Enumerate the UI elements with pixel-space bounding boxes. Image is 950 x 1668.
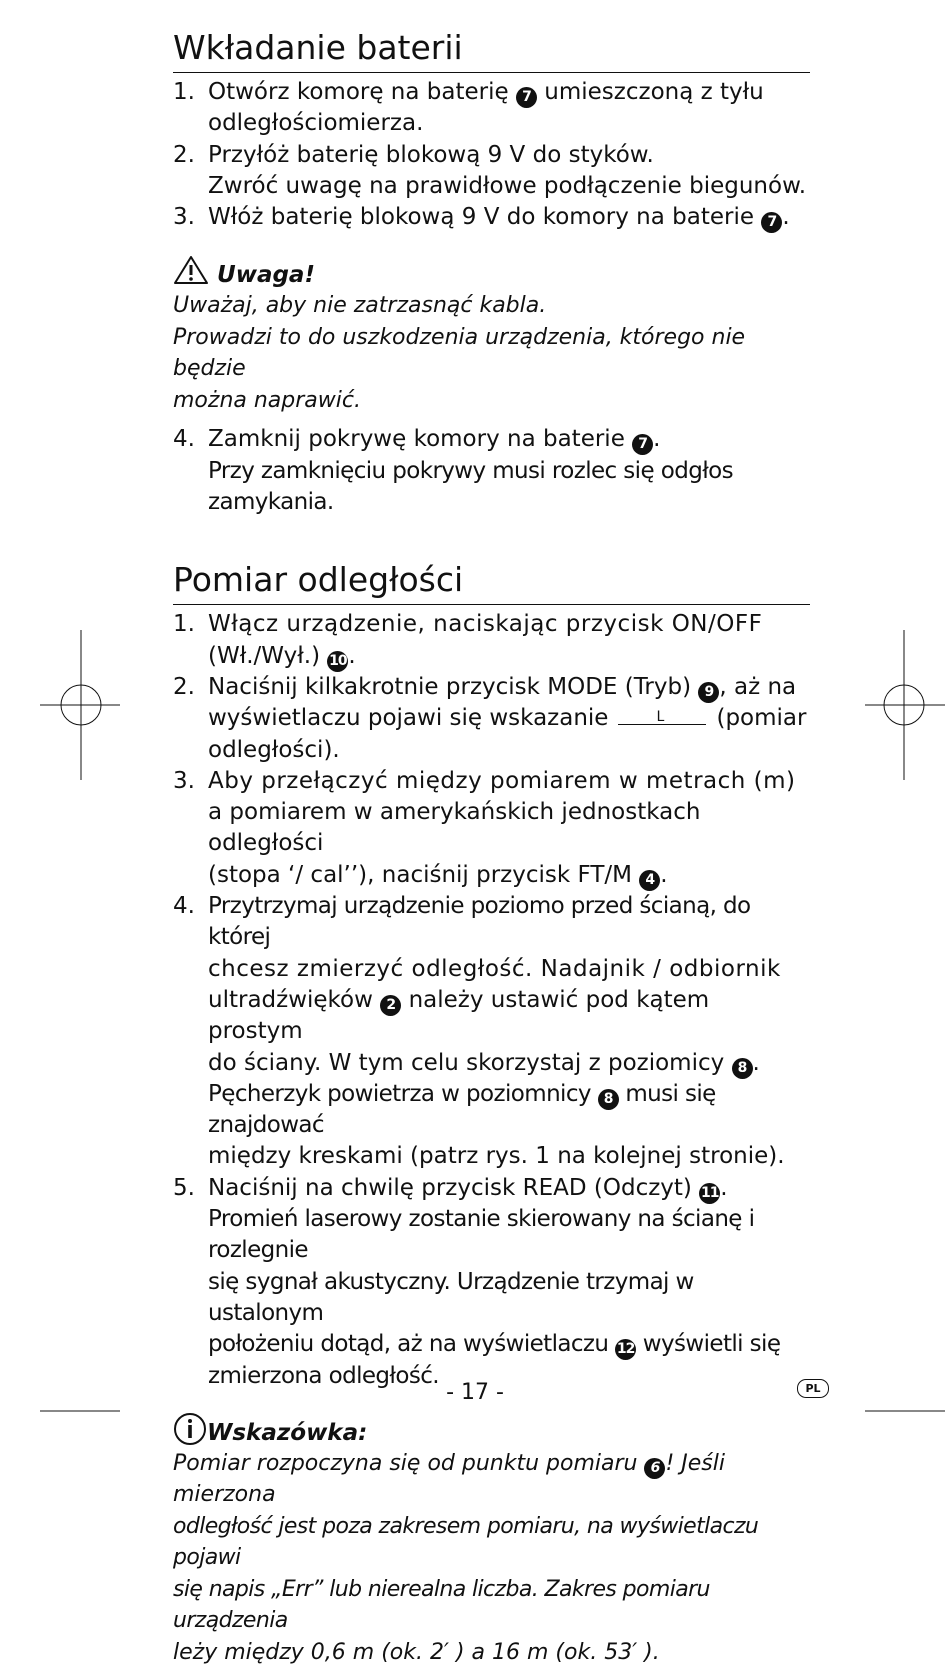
text-run: a pomiarem w amerykańskich jednostkach odległości [208,799,701,857]
text-run: Włóż baterię blokową 9 V do komory na baterie [208,204,762,231]
text-line [208,609,810,640]
component-number-icon: 6 [644,1458,665,1479]
text-run: (Wł./Wył.) [208,642,328,669]
text-line [208,891,810,954]
text-line [208,1267,810,1330]
text-run: (stopa ‘/ cal’’), naciśnij przycisk FT/M [208,861,640,888]
text-run: Promień laserowy zostanie skierowany na ścianę i rozlegnie [208,1206,755,1264]
text-line [208,735,810,766]
text-line [208,140,810,171]
text-line [208,860,810,891]
text-line [208,1204,810,1267]
text-line [208,1079,810,1142]
text-run: Naciśnij kilkakrotnie przycisk MODE (Tryb) [208,673,699,700]
text-line: Prowadzi to do uszkodzenia urządzenia, którego nie będzie [173,324,746,382]
text-run: Naciśnij na chwilę przycisk READ (Odczyt) [208,1174,700,1201]
list-item [173,202,810,233]
warning-triangle-icon [173,255,209,285]
text-run: odległości). [208,736,340,763]
text-line [208,703,810,734]
list-item [173,77,810,140]
text-line [208,985,810,1048]
battery-steps-list [173,77,810,233]
text-line [208,954,810,985]
text-line [208,108,810,139]
display-symbol: L [656,709,665,726]
hint-block [173,1412,810,1668]
text-line [208,1048,810,1079]
text-run: leży między 0,6 m (ok. 2′ ) a 16 m (ok. 53′ ). [173,1639,660,1665]
text-run: Włącz urządzenie, naciskając przycisk ON/OFF [208,611,763,638]
text-run: Pomiar rozpoczyna się od punktu pomiaru [173,1450,645,1476]
text-line: można naprawić. [173,387,361,413]
step-number: 2. [173,673,195,700]
text-line [208,424,810,455]
text-line [173,1637,810,1668]
step-number: 1. [173,79,195,105]
step-number: 1. [173,611,195,638]
text-run: do ściany. W tym celu skorzystaj z poziomicy [208,1049,732,1076]
language-badge: PL [797,1379,829,1398]
section-title-battery: Wkładanie baterii [173,26,810,73]
text-run: umieszczoną z tyłu [536,79,764,105]
text-line [208,1141,810,1172]
step-number: 4. [173,893,195,920]
component-number-icon: 10 [327,651,348,672]
component-number-icon: 12 [615,1339,636,1360]
text-line [173,1448,810,1511]
text-line [208,171,810,202]
distance-steps-list [173,609,810,1391]
component-number-icon: 9 [698,682,719,703]
component-number-icon: 8 [732,1058,753,1079]
crop-mark-right [865,630,945,780]
warning-heading: Uwaga! [173,255,810,290]
text-run: , aż na [719,673,797,700]
hint-heading: Wskazówka: [173,1412,810,1448]
list-item [173,672,810,766]
component-number-icon: 11 [699,1183,720,1204]
warning-text [173,290,810,416]
component-number-icon: 7 [632,434,653,455]
text-run: Pęcherzyk powietrza w poziomnicy [208,1080,598,1107]
text-run: . [660,861,668,888]
list-item [173,424,810,518]
text-run: ! Jeśli mierzona [173,1450,725,1508]
text-run: ultradźwięków [208,986,381,1013]
text-run: Zamknij pokrywę komory na baterie [208,426,633,453]
text-line: Uważaj, aby nie zatrzasnąć kabla. [173,293,547,319]
crop-mark-bottom-right [865,1405,945,1415]
component-number-icon: 2 [380,995,401,1016]
page-number: - 17 - [446,1380,504,1405]
text-run: . [782,204,790,231]
text-run: odległość jest poza zakresem pomiaru, na wyświetlaczu pojawi [173,1513,759,1571]
text-line [208,797,810,860]
warning-block [173,255,810,416]
text-run: musi się znajdować [208,1080,716,1139]
text-run: Przytrzymaj urządzenie poziomo przed ścianą, do której [208,893,751,951]
text-line [208,202,810,233]
text-run: wyświetlaczu pojawi się wskazanie [208,705,609,732]
text-run: należy ustawić pod kątem prostym [208,986,710,1045]
text-line [173,1511,810,1574]
text-run: się sygnał akustyczny. Urządzenie trzymaj w ustalonym [208,1268,694,1326]
step-number: 4. [173,426,195,453]
text-run: odległościomierza. [208,110,424,137]
step-number: 5. [173,1174,195,1201]
text-run: . [653,426,661,453]
text-line [208,766,810,797]
text-run: Otwórz komorę na baterię [208,79,516,105]
text-line [208,77,810,108]
text-line [208,641,810,672]
text-run: Przyłóż baterię blokową 9 V do styków. [208,141,654,168]
text-run: między kreskami (patrz rys. 1 na kolejnej stronie). [208,1143,785,1170]
info-icon [173,1412,207,1446]
component-number-icon: 8 [598,1089,619,1110]
list-item [173,609,810,672]
text-run: zmierzona odległość. [208,1362,439,1389]
text-line [208,1329,810,1360]
list-item [173,140,810,203]
text-line [173,1574,810,1637]
crop-mark-left [40,630,120,780]
text-line [208,1173,810,1204]
text-run: . [752,1049,760,1076]
text-run: Zwróć uwagę na prawidłowe podłączenie biegunów. [208,172,807,199]
text-run: Przy zamknięciu pokrywy musi rozlec się odgłos zamykania. [208,457,733,516]
hint-text [173,1448,810,1668]
list-item [173,891,810,1173]
component-number-icon: 7 [761,212,782,233]
step-number: 3. [173,204,195,231]
crop-mark-bottom-left [40,1405,120,1415]
text-run: się napis „Err” lub nierealna liczba. Zakres pomiaru urządzenia [173,1576,710,1634]
step-number: 2. [173,141,195,168]
battery-step-4 [173,424,810,518]
component-number-icon: 7 [516,87,537,108]
step-number: 3. [173,767,195,794]
text-line [208,456,810,519]
component-number-icon: 4 [639,870,660,891]
text-run: (pomiar [716,705,807,732]
list-item [173,766,810,891]
list-item [173,1173,810,1392]
text-line [208,672,810,703]
text-run: . [348,642,356,669]
page-content [173,26,810,1668]
section-title-distance: Pomiar odległości [173,558,810,605]
text-run: . [720,1174,728,1201]
text-run: położeniu dotąd, aż na wyświetlaczu [208,1331,616,1358]
text-run: wyświetli się [636,1331,781,1358]
text-run: chcesz zmierzyć odległość. Nadajnik / odbiornik [208,955,781,982]
text-run: Aby przełączyć między pomiarem w metrach (m) [208,767,796,794]
distance-mode-display-icon [618,705,706,729]
